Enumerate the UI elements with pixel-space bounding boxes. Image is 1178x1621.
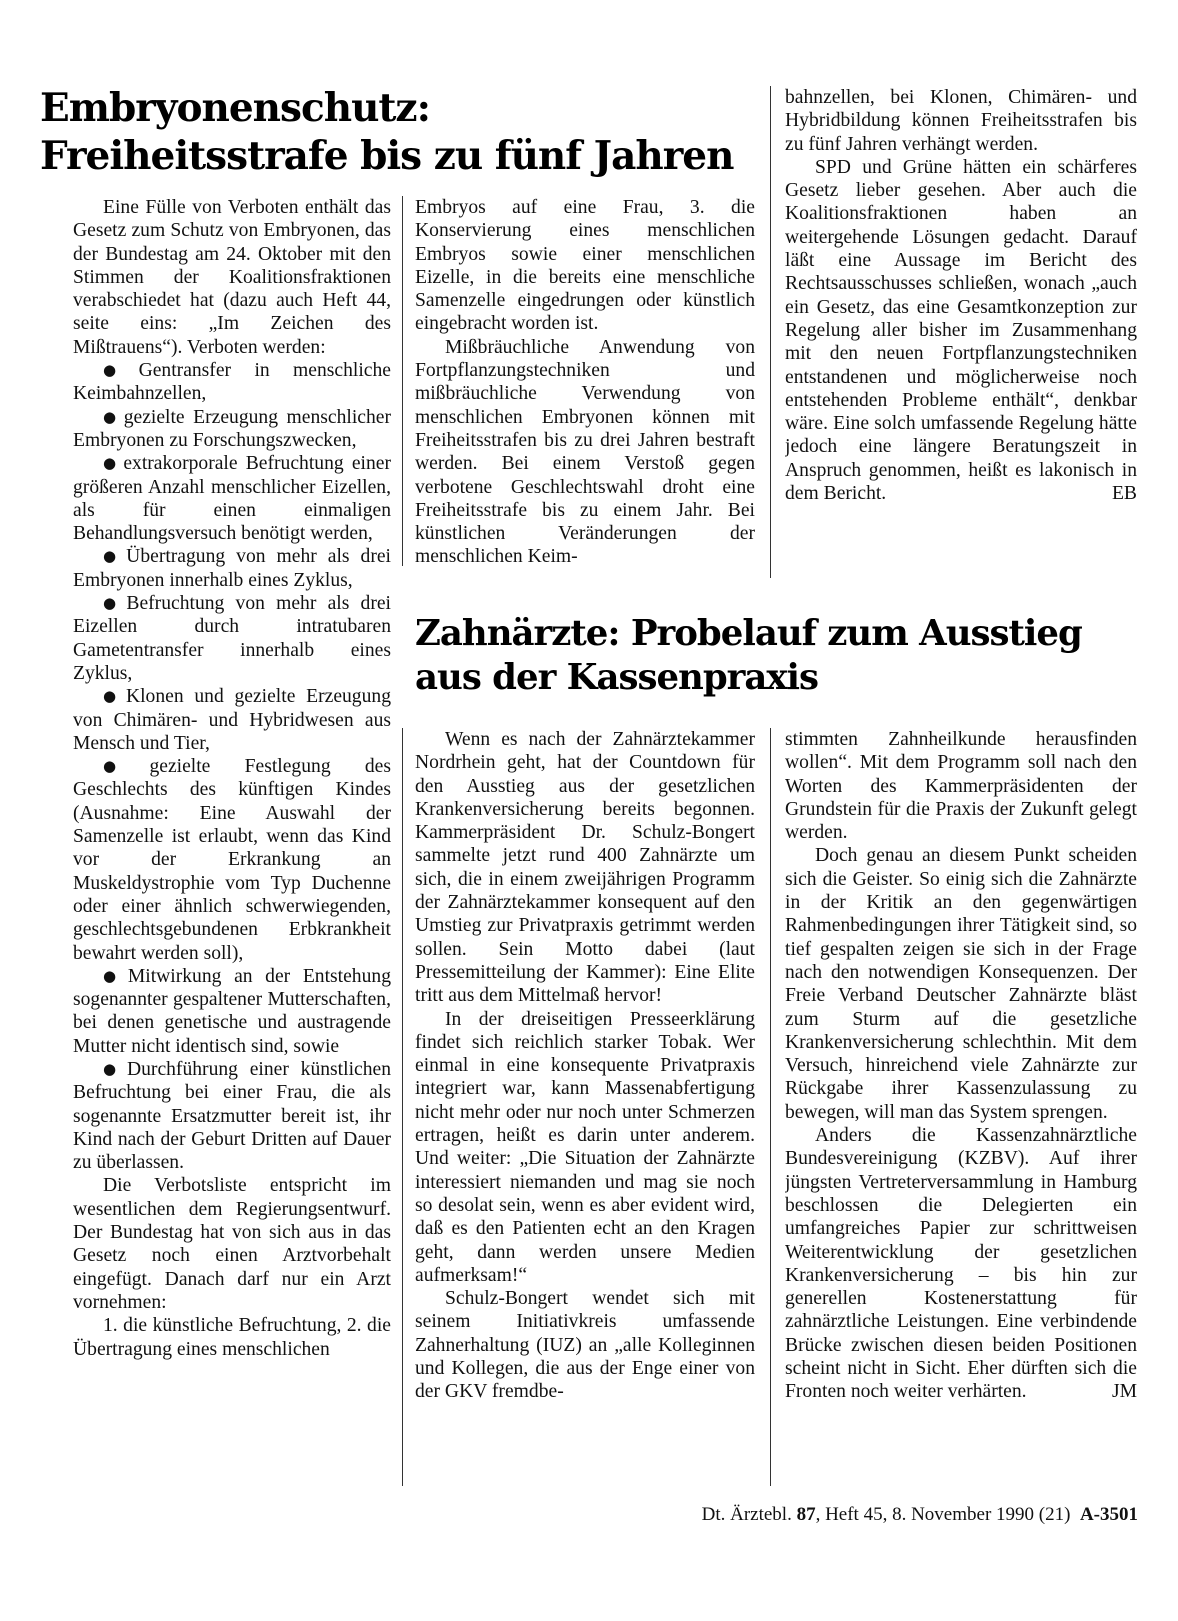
article2-paragraph: In der dreiseitigen Presseerklärung findet sich reichlich starker Tobak. Wer einmal in eine konsequente Privatpraxis integriert war, kann Massenabfertigung nicht mehr oder nur noch unter Schmerzen ertragen, heißt es darin unter anderem. Und weiter: „Die Situation der Zahnärzte interessiert niemanden und mag sie noch so desolat sein, wenn es aber evident wird, daß es den Patienten echt an den Kragen geht, dann werden unsere Medien aufmerksam!“ [415,1008,755,1286]
article1-column-1 [73,196,391,1486]
column-rule [770,86,771,578]
list-item: ● Durchführung einer künstlichen Befruchtung bei einer Frau, die als sogenannte Ersatzmutter bereit ist, ihr Kind nach der Geburt Dritten auf Dauer zu überlassen. [73,1058,391,1174]
bullet-icon: ● [103,361,135,380]
article2-paragraph: Schulz-Bongert wendet sich mit seinem Initiativkreis umfassende Zahnerhaltung (IUZ) an „alle Kolleginnen und Kollegen, die aus der Enge einer von der GKV fremdbe- [415,1288,755,1403]
list-item: ● Mitwirkung an der Entstehung sogenannter gespaltener Mutterschaften, bei denen genetische und austragende Mutter nicht identisch sind, sowie [73,965,391,1057]
article1-paragraph: bahnzellen, bei Klonen, Chimären- und Hybridbildung können Freiheitsstrafen bis zu fünf Jahren verhängt werden. [785,87,1137,155]
article2-headline [415,612,1145,700]
issue-info: , Heft 45, 8. November 1990 (21) [815,1504,1071,1525]
article2-paragraph: Wenn es nach der Zahnärztekammer Nordrhein geht, hat der Countdown für den Ausstieg aus der gesetzlichen Krankenversicherung bereits begonnen. Kammerpräsident Dr. Schulz-Bongert sammelte jetzt rund 400 Zahnärzte um sich, die in einem zweijährigen Programm der Zahnärztekammer konsequent auf den Umstieg zur Privatpraxis getrimmt werden sollen. Sein Motto dabei (laut Pressemitteilung der Kammer): Eine Elite tritt aus dem Mittelmaß hervor! [415,729,755,1007]
article1-column-3 [785,86,1137,576]
article1-title-line2: Freiheitsstrafe bis zu fünf Jahren [40,133,734,179]
list-item: ● Übertragung von mehr als drei Embryonen innerhalb eines Zyklus, [73,546,391,591]
bullet-icon: ● [103,547,123,566]
article2-title-line2: aus der Kassenpraxis [415,657,819,698]
article1-title-line1: Embryonenschutz: [40,85,430,131]
column-rule [402,728,403,1486]
list-item: ● Klonen und gezielte Erzeugung von Chimären- und Hybridwesen aus Mensch und Tier, [73,686,391,754]
article2-paragraph: Anders die Kassenzahnärztliche Bundesvereinigung (KZBV). Auf ihrer jüngsten Vertreterversammlung in Hamburg beschlossen die Delegierten ein umfangreiches Papier zur schrittweisen Weiterentwicklung der gesetzlichen Krankenversicherung – bis hin zur generellen Kostenerstattung für zahnärztliche Leistungen. Eine verbindende Brücke zwischen diesen beiden Positionen scheint nicht in Sicht. Eher dürften sich die Fronten noch weiter verhärten. JM [785,1125,1137,1403]
list-item: ● Befruchtung von mehr als drei Eizellen durch intratubaren Gametentransfer innerhalb eines Zyklus, [73,593,391,684]
article2-signature: JM [1111,1381,1137,1403]
bullet-icon: ● [103,594,123,613]
article1-intro: Eine Fülle von Verboten enthält das Gesetz zum Schutz von Embryonen, das der Bundestag am 24. Oktober mit den Stimmen der Koalitionsfraktionen verabschiedet hat (dazu auch Heft 44, seite eins: „Im Zeichen des Mißtrauens“). Verboten werden: [73,197,391,358]
article1-paragraph: Mißbräuchliche Anwendung von Fortpflanzungstechniken und mißbräuchliche Verwendung von menschlichen Embryonen können mit Freiheitsstrafen bis zu drei Jahren bestraft werden. Bei einem Verstoß gegen verbotene Geschlechtswahl droht eine Freiheitsstrafe bis zu einem Jahr. Bei künstlichen Veränderungen der menschlichen Keim- [415,336,755,568]
bullet-icon: ● [103,757,146,776]
journal-name: Dt. Ärztebl. [701,1504,792,1525]
list-item: ● Gentransfer in menschliche Keimbahnzellen, [73,360,391,405]
article1-column-2 [415,196,755,568]
bullet-icon: ● [103,966,124,985]
article2-paragraph: stimmten Zahnheilkunde herausfinden wollen“. Mit dem Programm soll nach den Worten des Kammerpräsidenten der Grundstein für die Praxis der Zukunft gelegt werden. [785,729,1137,844]
page-footer [600,1503,1138,1527]
bullet-icon: ● [103,1059,123,1078]
article1-paragraph: Embryos auf eine Frau, 3. die Konservierung eines menschlichen Embryos sowie einer menschlichen Eizelle, in die bereits eine menschliche Samenzelle eingedrungen oder künstlich eingebracht worden ist. [415,197,755,335]
list-item: ● gezielte Festlegung des Geschlechts des künftigen Kindes (Ausnahme: Eine Auswahl der Samenzelle ist erlaubt, wenn das Kind vor der Erkrankung an Muskeldystrophie vom Typ Duchenne oder einer ähnlich schwerwiegenden, geschlechtsgebundenen Erbkrankheit bewahrt werden soll), [73,756,391,964]
article1-paragraph: SPD und Grüne hätten ein schärferes Gesetz lieber gesehen. Aber auch die Koalitionsfraktionen haben an weitergehende Lösungen gedacht. Darauf läßt eine Aussage im Bericht des Rechtsausschusses schließen, wonach „auch ein Gesetz, das eine Gesamtkonzeption zur Regelung aller bisher im Zusammenhang mit den neuen Fortpflanzungstechniken entstandenen und möglicherweise noch entstehenden Probleme enthält“, denkbar wäre. Eine solch umfassende Regelung hätte jedoch eine längere Beratungszeit in Anspruch genommen, heißt es lakonisch in dem Bericht. EB [785,156,1137,505]
article1-paragraph: 1. die künstliche Befruchtung, 2. die Übertragung eines menschlichen [73,1315,391,1360]
bullet-icon: ● [103,407,120,426]
article1-paragraph: Die Verbotsliste entspricht im wesentlichen dem Regierungsentwurf. Der Bundestag hat von sich aus in das Gesetz noch einen Arztvorbehalt eingefügt. Danach darf nur ein Arzt vornehmen: [73,1175,391,1313]
column-rule [402,196,403,566]
article1-headline [40,84,780,180]
bullet-icon: ● [103,454,120,473]
bullet-icon: ● [103,687,122,706]
column-rule [770,728,771,1486]
article2-title-line1: Zahnärzte: Probelauf zum Ausstieg [415,613,1082,654]
article2-paragraph: Doch genau an diesem Punkt scheiden sich die Geister. So einig sich die Zahnärzte in der Kritik an den gegenwärtigen Rahmenbedingungen ihrer Tätigkeit sind, so tief gespalten zeigen sie sich in der Frage nach den notwendigen Konsequenzen. Der Freie Verband Deutscher Zahnärzte bläst zum Sturm auf die gesetzliche Krankenversicherung schlechthin. Mit dem Versuch, hinreichend viele Zahnärzte zur Rückgabe ihrer Kassenzulassung zu bewegen, will man das System sprengen. [785,845,1137,1123]
article1-signature: EB [1111,483,1137,505]
list-item: ● gezielte Erzeugung menschlicher Embryonen zu Forschungszwecken, [73,406,391,451]
page-number: A-3501 [1079,1504,1138,1525]
article2-column-2 [785,728,1137,1488]
list-item: ● extrakorporale Befruchtung einer größeren Anzahl menschlicher Eizellen, als für einen einmaligen Behandlungsversuch benötigt werden, [73,453,391,545]
journal-volume: 87 [796,1504,816,1525]
article2-column-1 [415,728,755,1488]
